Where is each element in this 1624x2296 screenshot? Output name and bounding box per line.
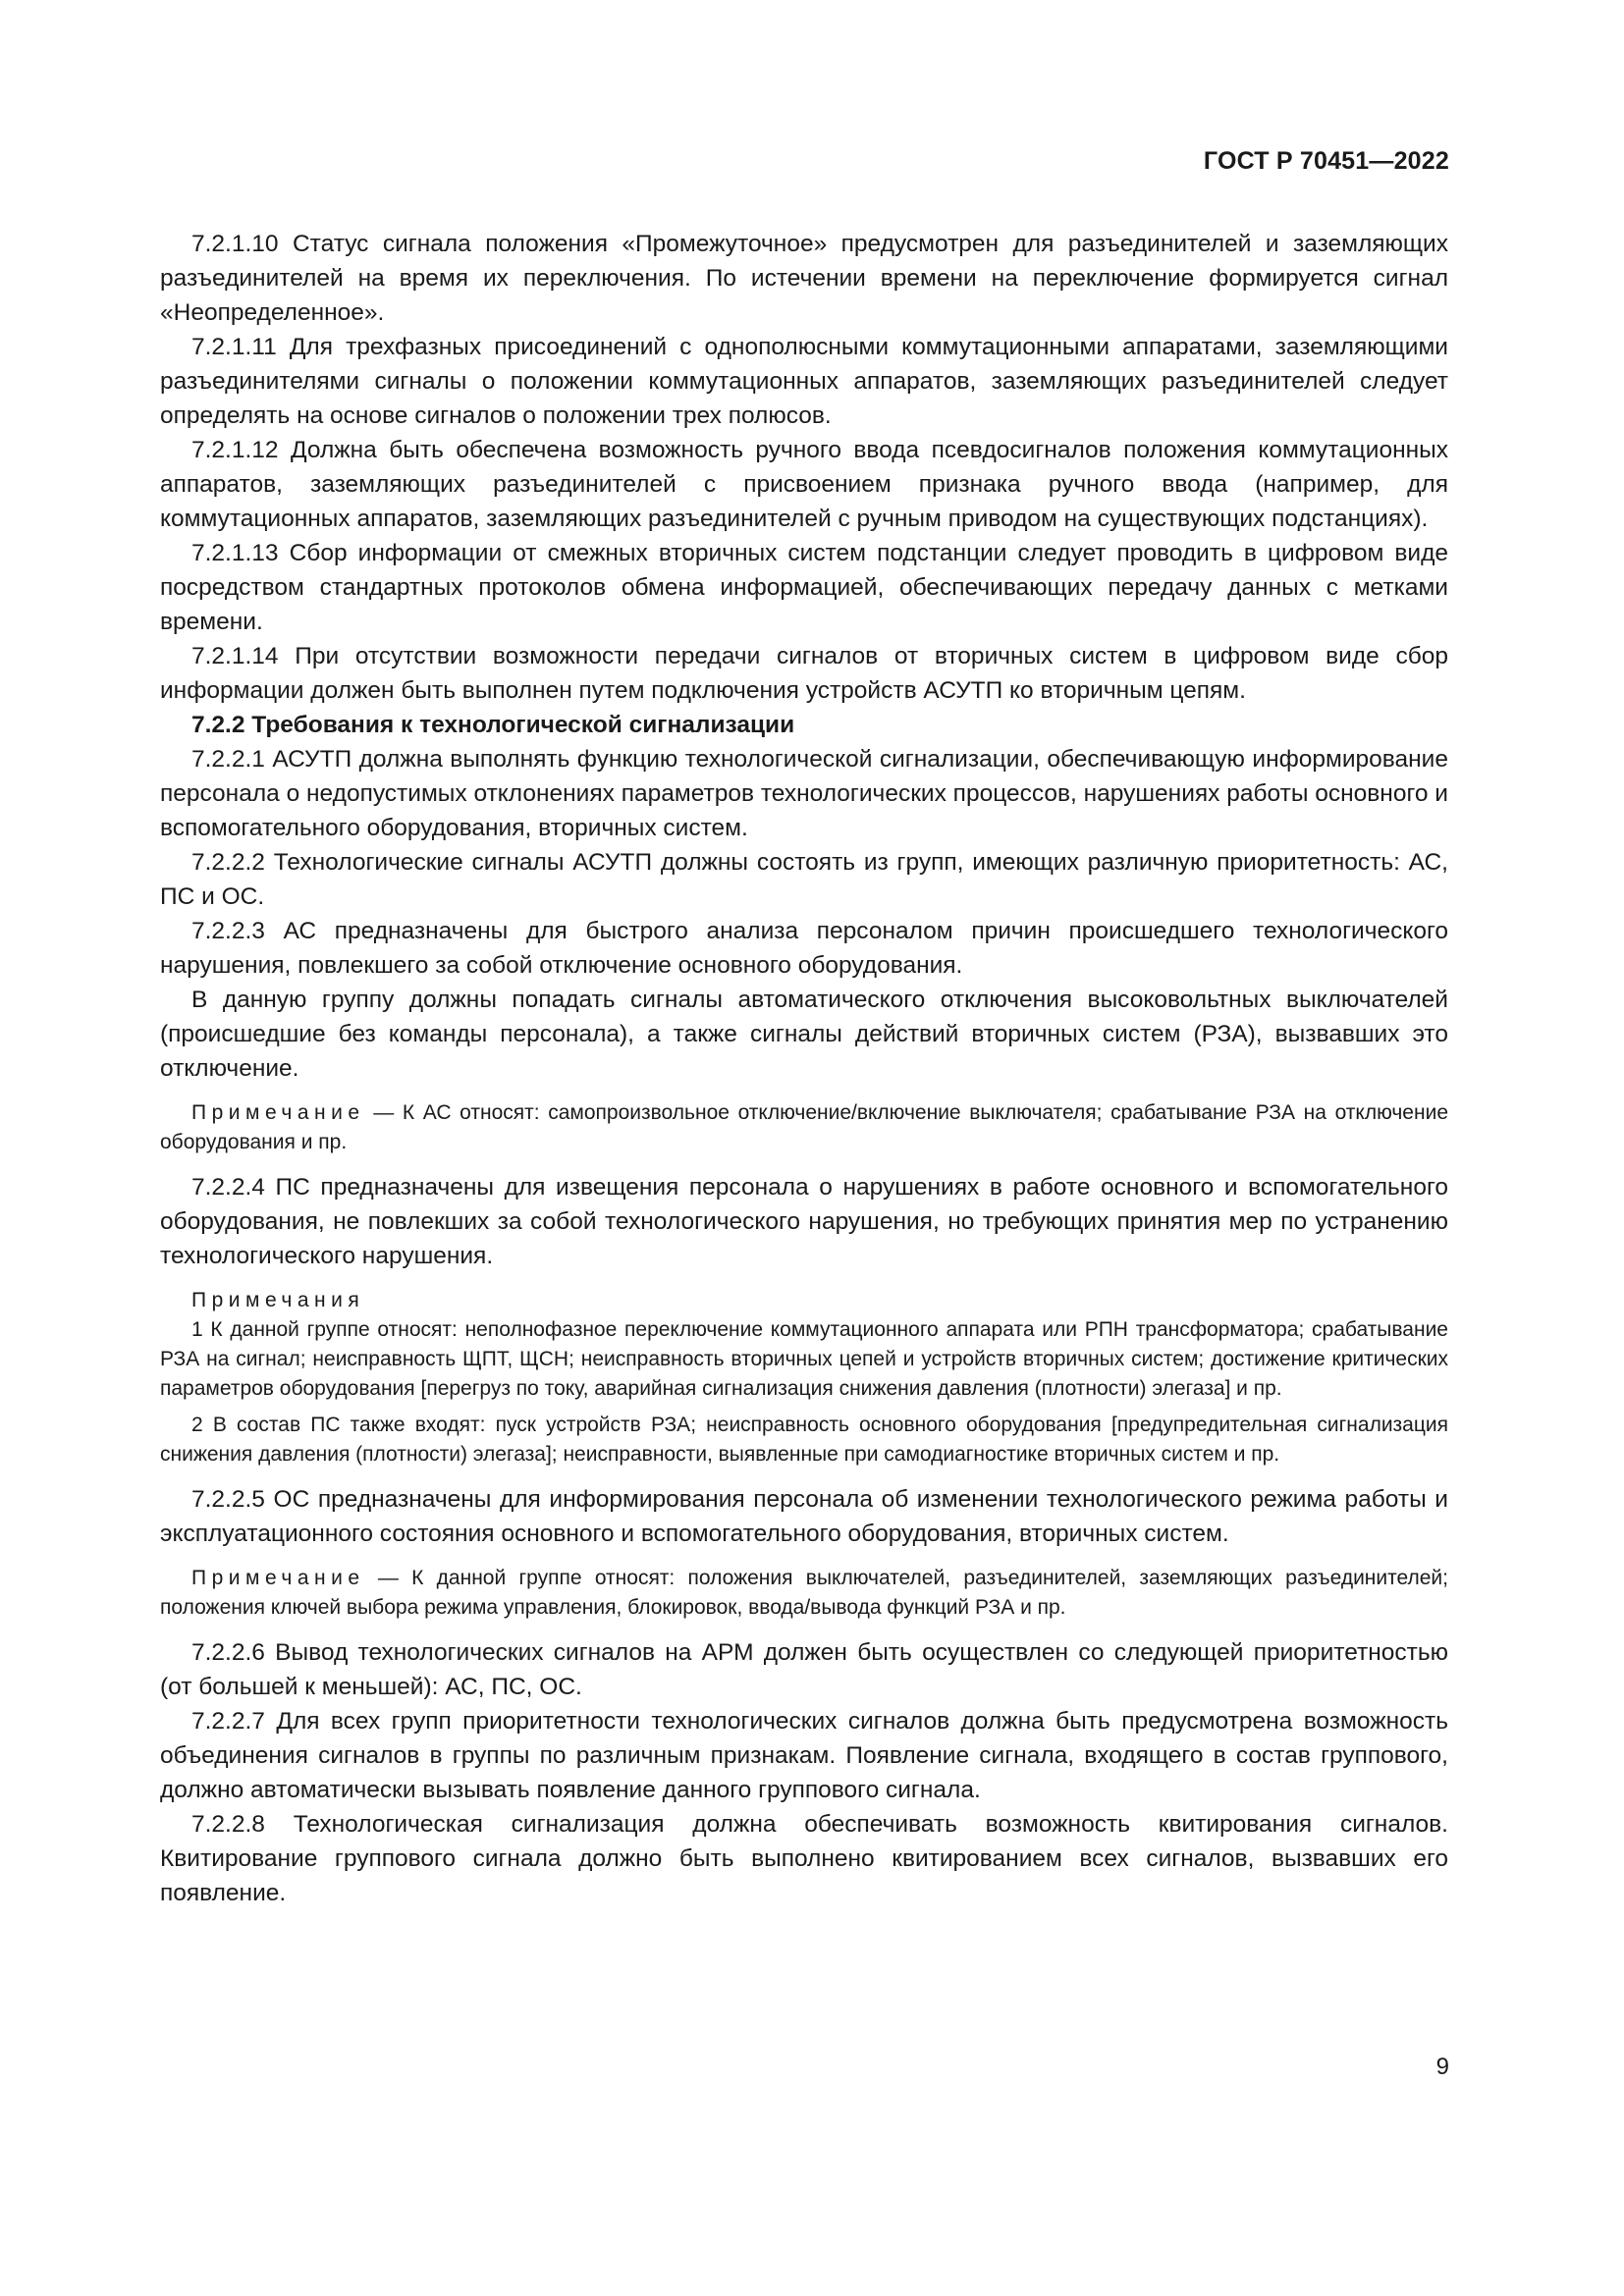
clause-7-2-1-10: 7.2.1.10 Статус сигнала положения «Промежуточное» предусмотрен для разъединителей и заземляющих разъединителей на время их переключения. По истечении времени на переключение формируется сигнал «Неопределенное».	[160, 231, 1448, 326]
clause-7-2-1-11: 7.2.1.11 Для трехфазных присоединений с однополюсными коммутационными аппаратами, заземляющими разъединителями сигналы о положении коммутационных аппаратов, заземляющих разъединителей следует определять на основе сигналов о положении трех полюсов.	[160, 334, 1448, 429]
note-label: Примечание	[191, 1567, 365, 1589]
clause-7-2-2-1: 7.2.2.1 АСУТП должна выполнять функцию технологической сигнализации, обеспечивающую информирование персонала о недопустимых отклонениях параметров технологических процессов, нарушениях работы основного и вспомогательного оборудования, вторичных систем.	[160, 746, 1448, 841]
clause-7-2-1-13: 7.2.1.13 Сбор информации от смежных вторичных систем подстанции следует проводить в цифровом виде посредством стандартных протоколов обмена информацией, обеспечивающих передачу данных с метками времени.	[160, 540, 1448, 635]
clause-7-2-2-3: 7.2.2.3 АС предназначены для быстрого анализа персоналом причин происшедшего технологического нарушения, повлекшего за собой отключение основного оборудования.	[160, 918, 1448, 979]
clause-7-2-2-2: 7.2.2.2 Технологические сигналы АСУТП должны состоять из групп, имеющих различную приоритетность: АС, ПС и ОС.	[160, 849, 1448, 910]
note-text: — К АС относят: самопроизвольное отключение/включение выключателя; срабатывание РЗА на отключение оборудования и пр.	[160, 1101, 1448, 1153]
note-item-1: 1 К данной группе относят: неполнофазное переключение коммутационного аппарата или РПН трансформатора; срабатывание РЗА на сигнал; неисправность ЩПТ, ЩСН; неисправность вторичных цепей и устройств вторичных систем; достижение критических параметров оборудования [перегруз по току, аварийная сигнализация снижения давления (плотности) элегаза] и пр.	[160, 1318, 1448, 1400]
document-body	[160, 227, 1448, 1910]
clause-7-2-1-14: 7.2.1.14 При отсутствии возможности передачи сигналов от вторичных систем в цифровом виде сбор информации должен быть выполнен путем подключения устройств АСУТП ко вторичным цепям.	[160, 643, 1448, 704]
clause-7-2-2-8: 7.2.2.8 Технологическая сигнализация должна обеспечивать возможность квитирования сигналов. Квитирование группового сигнала должно быть выполнено квитированием всех сигналов, вызвавших его появление.	[160, 1811, 1448, 1906]
clause-7-2-2-5: 7.2.2.5 ОС предназначены для информирования персонала об изменении технологического режима работы и эксплуатационного состояния основного и вспомогательного оборудования, вторичных систем.	[160, 1486, 1448, 1547]
document-code-header: ГОСТ Р 70451—2022	[1203, 147, 1449, 175]
page-number: 9	[1435, 2054, 1449, 2080]
clause-7-2-1-12: 7.2.1.12 Должна быть обеспечена возможность ручного ввода псевдосигналов положения коммутационных аппаратов, заземляющих разъединителей с присвоением признака ручного ввода (например, для коммутационных аппаратов, заземляющих разъединителей с ручным приводом на существующих подстанциях).	[160, 437, 1448, 532]
note-os-signals	[160, 1564, 1448, 1623]
notes-heading: Примечания	[191, 1289, 365, 1311]
clause-7-2-2-7: 7.2.2.7 Для всех групп приоритетности технологических сигналов должна быть предусмотрена возможность объединения сигналов в группы по различным признакам. Появление сигнала, входящего в состав группового, должно автоматически вызывать появление данного группового сигнала.	[160, 1708, 1448, 1803]
note-item-2: 2 В состав ПС также входят: пуск устройств РЗА; неисправность основного оборудования [предупредительная сигнализация снижения давления (плотности) элегаза]; неисправности, выявленные при самодиагностике вторичных систем и пр.	[160, 1414, 1448, 1466]
clause-7-2-2-3-continuation: В данную группу должны попадать сигналы автоматического отключения высоковольтных выключателей (происшедшие без команды персонала), а также сигналы действий вторичных систем (РЗА), вызвавших это отключение.	[160, 987, 1448, 1082]
section-heading-7-2-2: 7.2.2 Требования к технологической сигнализации	[191, 712, 795, 738]
clause-7-2-2-4: 7.2.2.4 ПС предназначены для извещения персонала о нарушениях в работе основного и вспомогательного оборудования, не повлекших за собой технологического нарушения, но требующих принятия мер по устранению технологического нарушения.	[160, 1174, 1448, 1269]
note-as-signals	[160, 1098, 1448, 1157]
clause-7-2-2-6: 7.2.2.6 Вывод технологических сигналов на АРМ должен быть осуществлен со следующей приоритетностью (от большей к меньшей): АС, ПС, ОС.	[160, 1639, 1448, 1700]
note-text: — К данной группе относят: положения выключателей, разъединителей, заземляющих разъединителей; положения ключей выбора режима управления, блокировок, ввода/вывода функций РЗА и пр.	[160, 1567, 1448, 1619]
note-label: Примечание	[191, 1101, 365, 1124]
